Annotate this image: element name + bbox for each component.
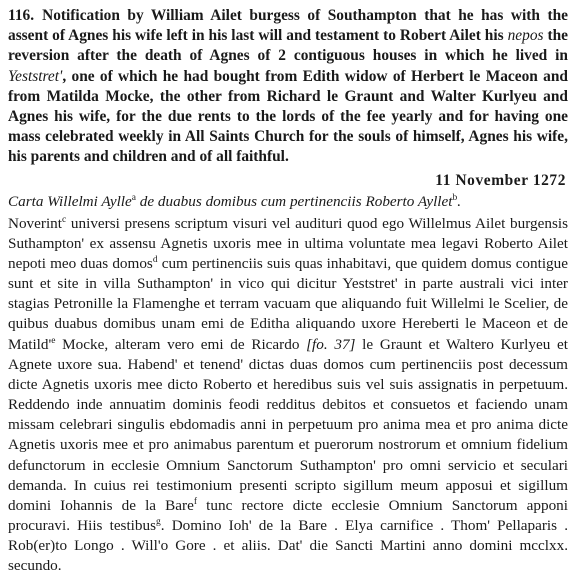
heading-text-2: the reversion after the death of Agnes of 2 contiguous houses in which he lived in — [8, 27, 569, 65]
heading-nepos: nepos — [507, 27, 544, 45]
body-text-7: . Domino Ioh' de la Bare . Elya carnifice . Thom' Pellaparis . Rob(er)to Longo . Will'o Gore . et aliis. Dat' die Sancti Martini anno domini mcclxx. secundo. — [8, 516, 568, 575]
heading-text-3: , one of which he had bought from Edith widow of Herbert le Maceon and from Matilda Mocke, the other from Richard le Graunt and Walter Kurlyeu and Agnes his wife, for the due rents to the lords of the fee yearly and for having one mass celebrated weekly in All Saints Church for the souls of himself, Agnes his wife, his parents and children and of all faithful. — [8, 67, 568, 166]
entry-number: 116. — [8, 7, 35, 24]
footnote-marker-c: c — [62, 214, 67, 225]
body-text-2: universi presens scriptum visuri vel audituri quod ego Willelmus Ailet burgensis Suthampton' ex assensu Agnetis uxoris mee in ultima voluntate mea legavi Roberto Ailet nepoti meo duas domos — [8, 214, 568, 272]
heading-place: Yeststret' — [8, 67, 63, 85]
footnote-marker-g: g — [156, 516, 161, 527]
folio-reference: [fo. 37] — [306, 335, 356, 353]
body-text-3: cum pertinenciis suis quas inhabitavi, que quidem domus contigue sunt et site in villa Suthampton' in vico qui dicitur Yeststret' in parte australi vici inter stagias Petronille la Flamenghe et terram vacuam que aliquando fuit Willelmi le Scelier, de quibus duabus domibus unam emi de Editha aliquando uxore Hereberti le Maceon et de Matild' — [8, 254, 568, 353]
footnote-marker-b: b — [452, 192, 458, 203]
entry-heading — [8, 6, 568, 168]
entry-title — [8, 192, 568, 212]
footnote-marker-f: f — [193, 496, 198, 507]
footnote-marker-a: a — [131, 192, 136, 203]
footnote-marker-d: d — [152, 254, 158, 265]
title-text-1: Carta Willelmi Aylle — [8, 192, 132, 210]
heading-text-1: Notification by William Ailet burgess of Southampton that he has with the assent of Agnes his wife left in his last will and testament to Robert Ailet his — [8, 7, 568, 45]
entry-body — [8, 214, 568, 577]
entry-date: 11 November 1272 — [435, 171, 566, 189]
body-text-1: Noverint — [8, 214, 62, 232]
body-text-5: le Graunt et Waltero Kurlyeu et Agnete uxore sua. Habend' et tenend' dictas duas domos cum pertinenciis post decessum dicte Agnetis uxoris mee dicto Roberto et heredibus suis vel suis assignatis in perpetuum. Reddendo inde annuatim dominis feodi redditus debitos et consuetos et faciendo unam missam celebrari singulis ebdomadis anni in perpetuum pro anima mea et pro anima dicte Agnetis uxoris mee et pro animabus parentum et puerorum nostrorum et omnium fidelium defunctorum in ecclesie Omnium Sanctorum Suthampton' pro omni servicio et seculari demanda. In cuius rei testimonium presenti scripto sigillum meum apposui et sigillum domini Iohannis de la Bare — [8, 335, 568, 514]
body-text-4: Mocke, alteram vero emi de Ricardo — [55, 335, 307, 353]
title-text-2: de duabus domibus cum pertinenciis Roberto Ayllet — [135, 192, 453, 210]
footnote-marker-e: e — [51, 335, 56, 346]
title-text-3: . — [457, 192, 462, 210]
body-text-6: tunc rectore dicte ecclesie Omnium Sanctorum apponi procuravi. Hiis testibus — [8, 496, 568, 534]
document-page — [8, 6, 568, 576]
